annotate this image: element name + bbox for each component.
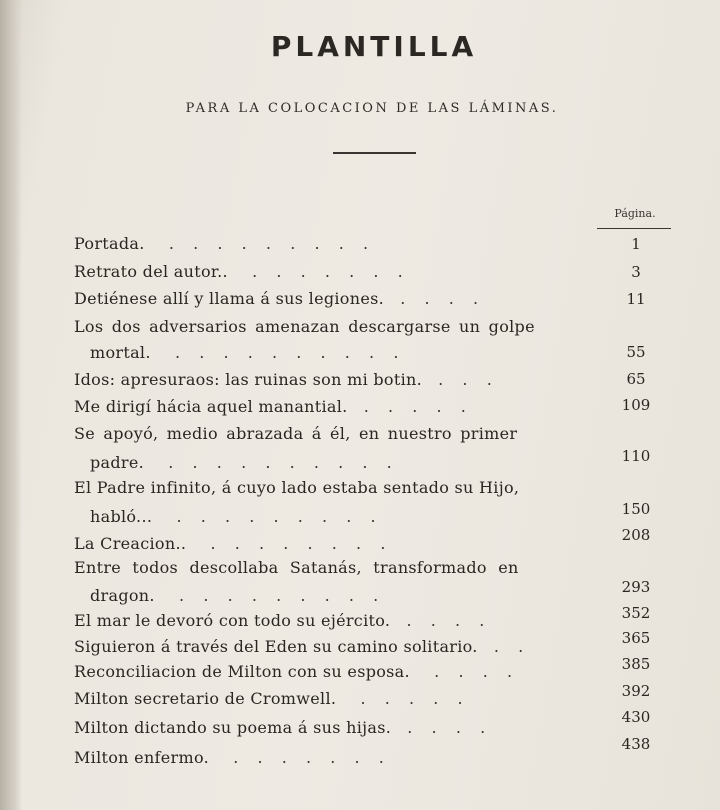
entry-12-line-0: Reconciliacion de Milton con su esposa. . . . . [74, 662, 516, 681]
entry-0-line-0: Portada. . . . . . . . . . [74, 234, 372, 253]
entry-10-line-0: El mar le devoró con todo su ejército. . . . . [74, 611, 488, 630]
entry-11-page: 365 [621, 629, 651, 647]
entry-3-line-0: Los dos adversarios amenazan descargarse un golpe [74, 317, 535, 336]
title-divider [333, 152, 416, 154]
entry-6-page: 110 [621, 447, 651, 465]
entry-15-page: 438 [621, 735, 651, 753]
page-column-header: Página. [614, 207, 656, 220]
entry-5-page: 109 [621, 396, 651, 414]
entry-14-line-0: Milton dictando su poema á sus hijas. . . . . [74, 718, 489, 737]
entry-1-page: 3 [631, 263, 641, 281]
entry-6-line-1: padre. . . . . . . . . . . [90, 453, 395, 472]
entry-3-line-1: mortal. . . . . . . . . . . [90, 343, 402, 362]
entry-7-page: 150 [621, 500, 651, 518]
entry-9-page: 293 [621, 578, 651, 596]
entry-11-line-0: Siguieron á través del Eden su camino solitario. . . [74, 637, 527, 656]
entry-10-page: 352 [621, 604, 651, 622]
entry-9-line-1: dragon. . . . . . . . . . [90, 586, 382, 605]
entry-6-line-0: Se apoyó, medio abrazada á él, en nuestro primer [74, 424, 518, 443]
entry-2-page: 11 [626, 290, 646, 308]
entry-3-page: 55 [626, 343, 646, 361]
entry-15-line-0: Milton enfermo. . . . . . . . [74, 748, 387, 767]
entry-8-line-0: La Creacion.. . . . . . . . . [74, 534, 389, 553]
page-title: PLANTILLA [270, 30, 478, 63]
entry-0-page: 1 [631, 235, 641, 253]
page-subtitle: PARA LA COLOCACION DE LAS LÁMINAS. [185, 101, 559, 116]
entry-7-line-1: habló... . . . . . . . . . [90, 507, 379, 526]
entry-5-line-0: Me dirigí hácia aquel manantial. . . . . . [74, 397, 469, 416]
entry-2-line-0: Detiénese allí y llama á sus legiones. . . . . [74, 289, 482, 308]
page-gutter-shadow [0, 0, 22, 810]
entry-4-page: 65 [626, 370, 646, 388]
entry-7-line-0: El Padre infinito, á cuyo lado estaba sentado su Hijo, [74, 478, 520, 497]
entry-4-line-0: Idos: apresuraos: las ruinas son mi botin. . . . [74, 370, 495, 389]
entry-8-page: 208 [621, 526, 651, 544]
entry-12-page: 385 [621, 655, 651, 673]
entry-9-line-0: Entre todos descollaba Satanás, transformado en [74, 558, 519, 577]
entry-14-page: 430 [621, 708, 651, 726]
entry-1-line-0: Retrato del autor.. . . . . . . . [74, 262, 406, 281]
entry-13-line-0: Milton secretario de Cromwell. . . . . . [74, 689, 466, 708]
entry-13-page: 392 [621, 682, 651, 700]
page-column-rule [597, 228, 671, 229]
